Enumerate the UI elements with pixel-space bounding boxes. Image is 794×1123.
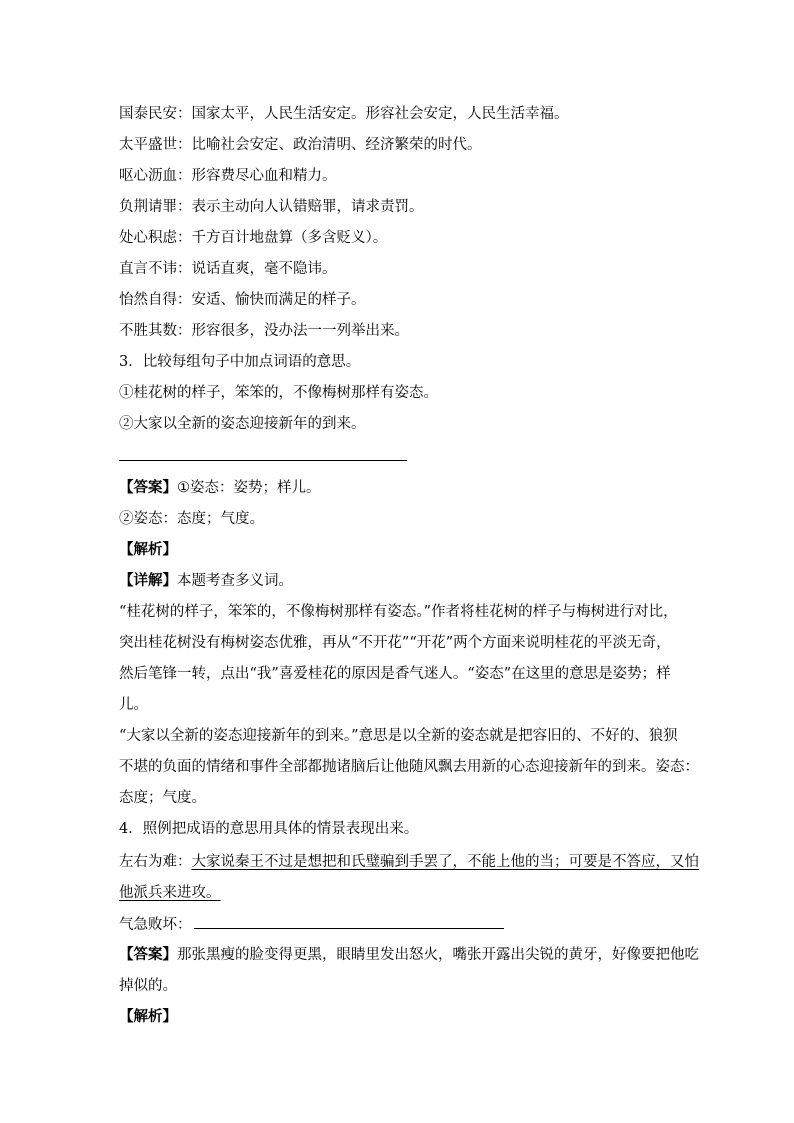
idiom-line bbox=[119, 166, 337, 186]
sentence: ①桂花树的样子，笨笨的，不像梅树那样有姿态。 bbox=[119, 385, 438, 401]
answer-text: 那张黑瘦的脸变得更黑，眼睛里发出怒火，嘴张开露出尖锐的黄牙，好像要把他吃 bbox=[177, 947, 699, 963]
detail-tag: 【详解】 bbox=[119, 573, 177, 589]
example-text: 大家说秦王不过是想把和氏璧骗到手罢了，不能上他的当；可要是不答应，又怕 bbox=[191, 854, 699, 870]
answer-text: 掉似的。 bbox=[119, 978, 177, 994]
detail-text: 本题考查多义词。 bbox=[177, 573, 293, 589]
separator: ： bbox=[177, 168, 192, 184]
idiom-definition: 说话直爽，毫不隐讳。 bbox=[191, 261, 337, 277]
separator: ： bbox=[177, 199, 192, 215]
idiom-definition: 国家太平，人民生活安定。形容社会安定，人民生活幸福。 bbox=[191, 106, 569, 122]
answer-tag: 【答案】 bbox=[119, 947, 177, 963]
idiom-definition: 比喻社会安定、政治清明、经济繁荣的时代。 bbox=[191, 137, 482, 153]
detail-line bbox=[119, 571, 293, 591]
idiom-definition: 安适、愉快而满足的样子。 bbox=[191, 292, 366, 308]
idiom-definition: 表示主动向人认错赔罪，请求责罚。 bbox=[191, 199, 424, 215]
idiom-line bbox=[119, 197, 424, 217]
idiom-line bbox=[119, 228, 387, 248]
paragraph-line: 突出桂花树没有梅树姿态优雅，再从“不开花”“开花”两个方面来说明桂花的平淡无奇， bbox=[119, 635, 671, 651]
idiom-definition: 形容很多，没办法一一列举出来。 bbox=[191, 323, 409, 339]
answer-line bbox=[119, 478, 321, 498]
idiom-term: 直言不讳 bbox=[119, 261, 177, 277]
example-line bbox=[119, 852, 699, 872]
paragraph-line: “桂花树的样子，笨笨的，不像梅树那样有姿态。”作者将桂花树的样子与梅树进行对比， bbox=[119, 604, 678, 620]
separator: ： bbox=[177, 292, 192, 308]
idiom-line bbox=[119, 290, 366, 310]
example-term: 左右为难： bbox=[119, 854, 192, 870]
idiom-term: 处心积虑 bbox=[119, 230, 177, 246]
sentence: ②大家以全新的姿态迎接新年的到来。 bbox=[119, 416, 366, 432]
blank-term: 气急败坏： bbox=[119, 917, 192, 933]
analysis-tag: 【解析】 bbox=[119, 1009, 177, 1025]
separator: ： bbox=[177, 261, 192, 277]
idiom-definition: 千方百计地盘算（多含贬义）。 bbox=[191, 230, 388, 246]
answer-blank-line[interactable] bbox=[119, 460, 407, 461]
question-title: 4．照例把成语的意思用具体的情景表现出来。 bbox=[119, 821, 419, 837]
idiom-line bbox=[119, 135, 482, 155]
idiom-term: 负荆请罪 bbox=[119, 199, 177, 215]
idiom-line bbox=[119, 321, 409, 341]
idiom-line bbox=[119, 104, 569, 124]
separator: ： bbox=[177, 137, 192, 153]
separator: ： bbox=[177, 230, 192, 246]
paragraph-line: 儿。 bbox=[119, 697, 148, 713]
idiom-term: 怡然自得 bbox=[119, 292, 177, 308]
question-title: 3．比较每组句子中加点词语的意思。 bbox=[119, 354, 361, 370]
answer-blank[interactable] bbox=[194, 914, 504, 929]
blank-line bbox=[119, 914, 504, 935]
separator: ： bbox=[177, 106, 192, 122]
answer-text: ②姿态：态度；气度。 bbox=[119, 511, 264, 527]
paragraph-line: “大家以全新的姿态迎接新年的到来。”意思是以全新的姿态就是把容旧的、不好的、狼狈 bbox=[119, 728, 678, 744]
example-text: 他派兵来进攻。 bbox=[119, 885, 221, 901]
idiom-term: 国泰民安 bbox=[119, 106, 177, 122]
paragraph-line: 态度；气度。 bbox=[119, 790, 206, 806]
answer-text: ①姿态：姿势；样儿。 bbox=[177, 480, 321, 496]
idiom-term: 太平盛世 bbox=[119, 137, 177, 153]
separator: ： bbox=[177, 323, 192, 339]
idiom-line bbox=[119, 259, 337, 279]
idiom-term: 不胜其数 bbox=[119, 323, 177, 339]
answer-tag: 【答案】 bbox=[119, 480, 177, 496]
idiom-definition: 形容费尽心血和精力。 bbox=[191, 168, 337, 184]
analysis-tag: 【解析】 bbox=[119, 542, 177, 558]
idiom-term: 呕心沥血 bbox=[119, 168, 177, 184]
paragraph-line: 不堪的负面的情绪和事件全部都抛诸脑后让他随风飘去用新的心态迎接新年的到来。姿态： bbox=[119, 759, 699, 775]
paragraph-line: 然后笔锋一转，点出“我”喜爱桂花的原因是香气迷人。“姿态”在这里的意思是姿势；样 bbox=[119, 666, 671, 682]
answer-line bbox=[119, 945, 699, 965]
